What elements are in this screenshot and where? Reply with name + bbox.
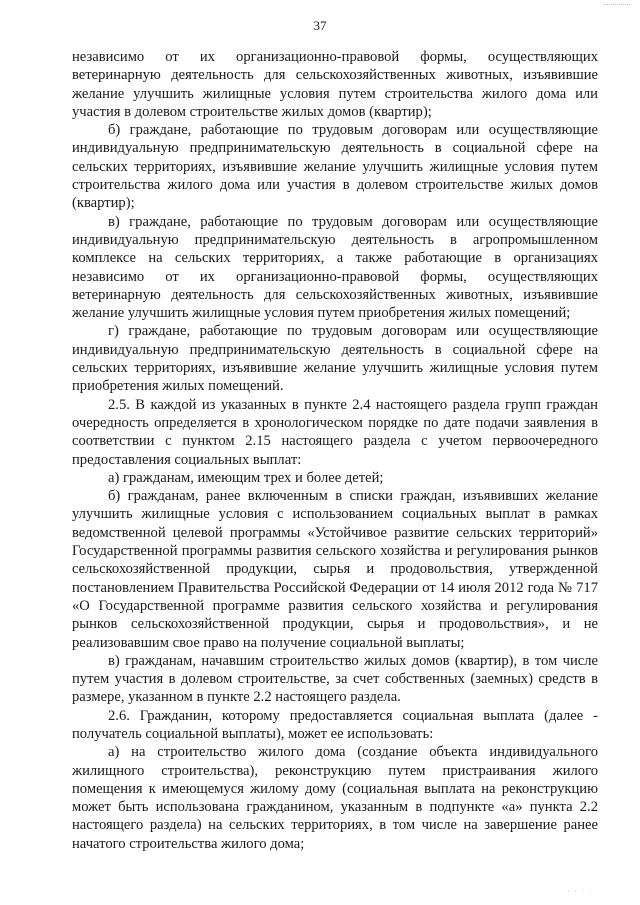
scan-mark-bottom: · · · ·	[566, 888, 592, 895]
paragraph-0: независимо от их организационно-правовой формы, осуществляющих ветеринарную деятельность для сельскохозяйственных животных, изъявившие желание улучшить жилищные условия путем строительства жилого дома или участия в долевом строительстве жилых домов (квартир);	[72, 49, 598, 120]
paragraph-6: б) гражданам, ранее включенным в списки граждан, изъявивших желание улучшить жилищные условия с использованием социальных выплат в рамках ведомственной целевой программы «Устойчивое развитие сельских территорий» Государственной программы развития сельского хозяйства и регулирования рынков сельскохозяйственной продукции, сырья и продовольствия, утвержденной постановлением Правительства Российской Федерации от 14 июля 2012 года № 717 «О Государственной программе развития сельского хозяйства и регулирования рынков сельскохозяйственной продукции, сырья и продовольствия», и не реализовавшим свое право на получение социальной выплаты;	[72, 488, 598, 651]
page-number: 37	[313, 18, 327, 33]
paragraph-3: г) граждане, работающие по трудовым договорам или осуществляющие индивидуальную предпринимательскую деятельность в социальной сфере на сельских территориях, изъявившие желание улучшить жилищные условия путем приобретения жилых помещений.	[72, 323, 598, 395]
paragraph-8: 2.6. Гражданин, которому предоставляется социальная выплата (далее - получатель социальной выплаты), может ее использовать:	[72, 707, 598, 742]
paragraph-7: в) гражданам, начавшим строительство жилых домов (квартир), в том числе путем участия в долевом строительстве, за счет собственных (заемных) средств в размере, указанном в пункте 2.2 настоящего раздела.	[72, 652, 598, 706]
paragraph-9: а) на строительство жилого дома (создание объекта индивидуального жилищного строительства), реконструкцию путем пристраивания жилого помещения к имеющемуся жилому дому (социальная выплата на реконструкцию может быть использована гражданином, указанным в подпункте «а» пункта 2.2 настоящего раздела) на сельских территориях, в том числе на завершение ранее начатого строительства жилого дома;	[72, 744, 598, 852]
paragraph-4: 2.5. В каждой из указанных в пункте 2.4 настоящего раздела групп граждан очередность определяется в хронологическом порядке по дате подачи заявления в соответствии с пунктом 2.15 настоящего раздела с учетом первоочередного предоставления социальных выплат:	[72, 396, 598, 468]
scan-mark-top	[604, 4, 630, 7]
document-body	[72, 48, 598, 853]
paragraph-1: б) граждане, работающие по трудовым договорам или осуществляющие индивидуальную предпринимательскую деятельность в социальной сфере на сельских территориях, изъявившие желание улучшить жилищные условия путем строительства жилого дома или участия в долевом строительстве жилых домов (квартир);	[72, 122, 598, 212]
paragraph-5: а) гражданам, имеющим трех и более детей;	[108, 469, 384, 486]
paragraph-2: в) граждане, работающие по трудовым договорам или осуществляющие индивидуальную предпринимательскую деятельность в агропромышленном комплексе на сельских территориях, а также работающие в организациях независимо от их организационно-правовой формы, осуществляющих ветеринарную деятельность для сельскохозяйственных животных, изъявившие желание улучшить жилищные условия путем приобретения жилых помещений;	[72, 213, 598, 322]
